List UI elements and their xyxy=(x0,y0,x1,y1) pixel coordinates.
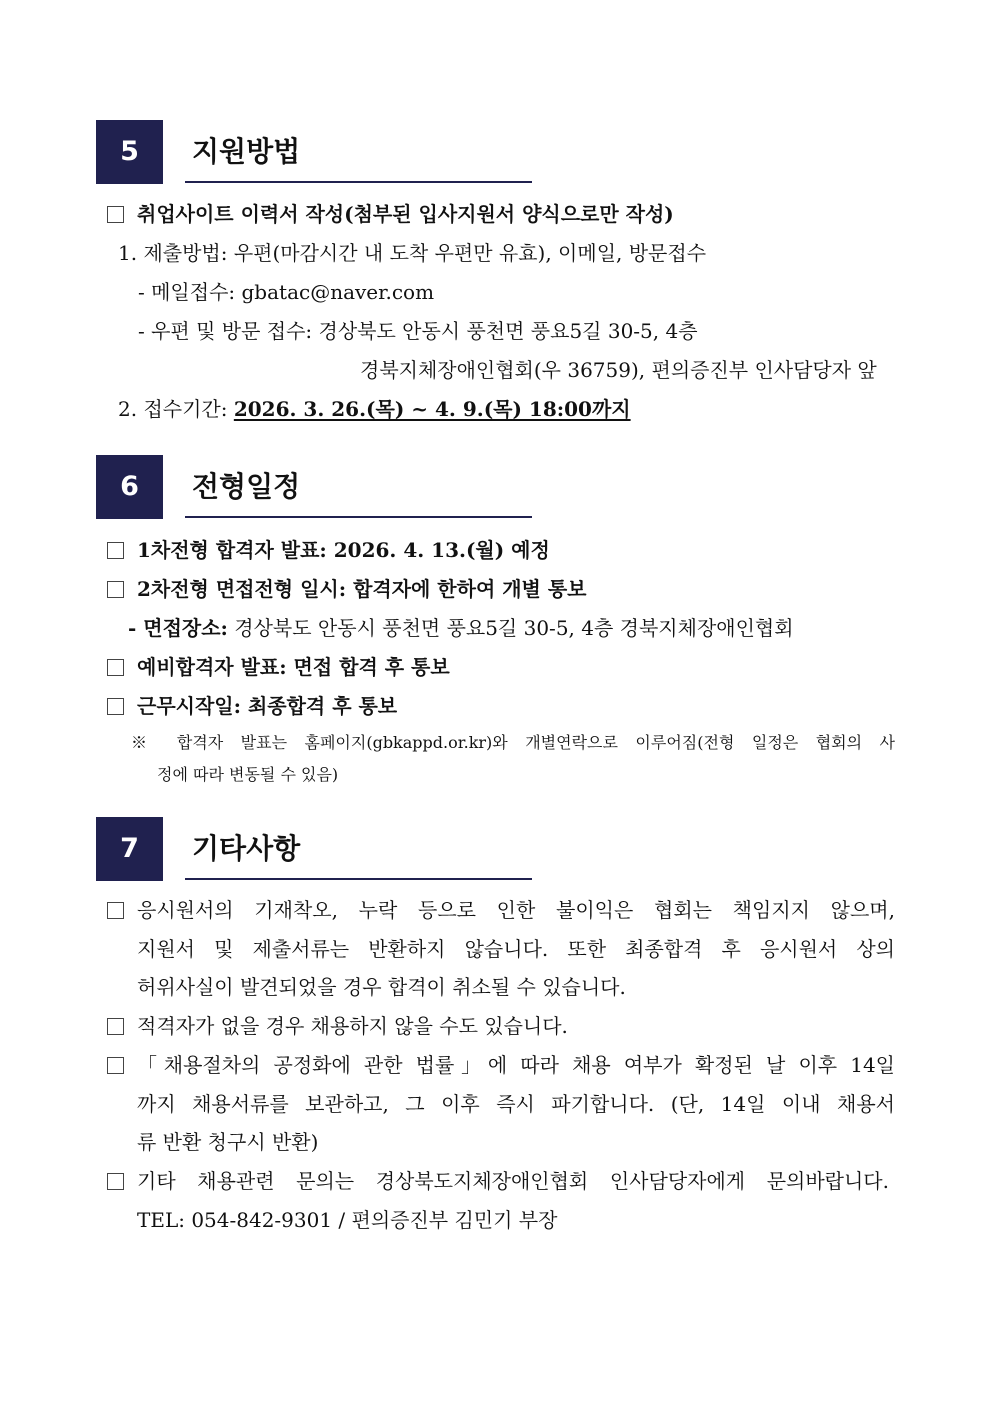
section5-item: 취업사이트 이력서 작성(첨부된 입사지원서 양식으로만 작성) xyxy=(137,202,674,226)
application-period xyxy=(118,395,631,423)
venue-text: 경상북도 안동시 풍천면 풍요5길 30-5, 4층 경북지체장애인협회 xyxy=(234,616,794,640)
section-header-5 xyxy=(96,120,532,186)
venue-label: - 면접장소: xyxy=(128,616,228,640)
section-title: 기타사항 xyxy=(192,832,301,865)
announcement-note: ※ 합격자 발표는 홈페이지(gbkappd.or.kr)와 개별연락으로 이루어짐(전형 일정은 협회의 사 xyxy=(131,733,895,752)
checkbox-icon xyxy=(107,902,124,919)
first-round-announcement: 1차전형 합격자 발표: 2026. 4. 13.(월) 예정 xyxy=(137,538,550,562)
checkbox-icon xyxy=(107,698,124,715)
post-address: 경상북도 안동시 풍천면 풍요5길 30-5, 4층 xyxy=(318,319,698,343)
post-recipient: 경북지체장애인협회(우 36759), 편의증진부 인사담당자 앞 xyxy=(360,358,877,382)
section-underline xyxy=(185,181,532,183)
method-label: 1. 제출방법: xyxy=(118,241,228,265)
notice-paragraph-3: 까지 채용서류를 보관하고, 그 이후 즉시 파기합니다. (단, 14일 이내 채용서 xyxy=(137,1092,895,1116)
section-number: 7 xyxy=(96,817,163,881)
section-title: 지원방법 xyxy=(192,135,301,168)
notice-paragraph-2: 적격자가 없을 경우 채용하지 않을 수도 있습니다. xyxy=(137,1014,568,1038)
post-submission xyxy=(138,317,698,345)
section-header-6 xyxy=(96,455,532,521)
start-date: 근무시작일: 최종합격 후 통보 xyxy=(137,694,398,718)
announcement-note-cont: 정에 따라 변동될 수 있음) xyxy=(157,765,339,784)
period-value: 2026. 3. 26.(목) ~ 4. 9.(목) 18:00까지 xyxy=(233,397,631,421)
notice-paragraph-3: 류 반환 청구시 반환) xyxy=(137,1130,319,1154)
checkbox-icon xyxy=(107,1173,124,1190)
email-address: gbatac@naver.com xyxy=(241,280,435,304)
method-text: 우편(마감시간 내 도착 우편만 유효), 이메일, 방문접수 xyxy=(233,241,707,265)
reserve-announcement: 예비합격자 발표: 면접 합격 후 통보 xyxy=(137,655,450,679)
section-title: 전형일정 xyxy=(192,470,301,503)
section-number: 6 xyxy=(96,455,163,519)
section-underline xyxy=(185,516,532,518)
section-underline xyxy=(185,878,532,880)
notice-paragraph-1: 응시원서의 기재착오, 누락 등으로 인한 불이익은 협회는 책임지지 않으며, xyxy=(137,898,895,922)
contact-info: TEL: 054-842-9301 / 편의증진부 김민기 부장 xyxy=(137,1208,558,1232)
interview-venue xyxy=(128,614,794,642)
email-label: - 메일접수: xyxy=(138,280,236,304)
notice-paragraph-3: 「채용절차의 공정화에 관한 법률」에 따라 채용 여부가 확정된 날 이후 14일 xyxy=(137,1053,895,1077)
email-submission xyxy=(138,278,434,306)
checkbox-icon xyxy=(107,1018,124,1035)
post-label: - 우편 및 방문 접수: xyxy=(138,319,313,343)
notice-paragraph-1: 지원서 및 제출서류는 반환하지 않습니다. 또한 최종합격 후 응시원서 상의 xyxy=(137,937,895,961)
interview-schedule: 2차전형 면접전형 일시: 합격자에 한하여 개별 통보 xyxy=(137,577,587,601)
section-number: 5 xyxy=(96,120,163,184)
period-label: 2. 접수기간: xyxy=(118,397,228,421)
checkbox-icon xyxy=(107,581,124,598)
section-header-7 xyxy=(96,817,532,883)
checkbox-icon xyxy=(107,206,124,223)
notice-paragraph-4: 기타 채용관련 문의는 경상북도지체장애인협회 인사담당자에게 문의바랍니다. xyxy=(137,1169,889,1193)
checkbox-icon xyxy=(107,659,124,676)
submission-method xyxy=(118,239,706,267)
notice-paragraph-1: 허위사실이 발견되었을 경우 합격이 취소될 수 있습니다. xyxy=(137,975,626,999)
checkbox-icon xyxy=(107,1057,124,1074)
checkbox-icon xyxy=(107,542,124,559)
